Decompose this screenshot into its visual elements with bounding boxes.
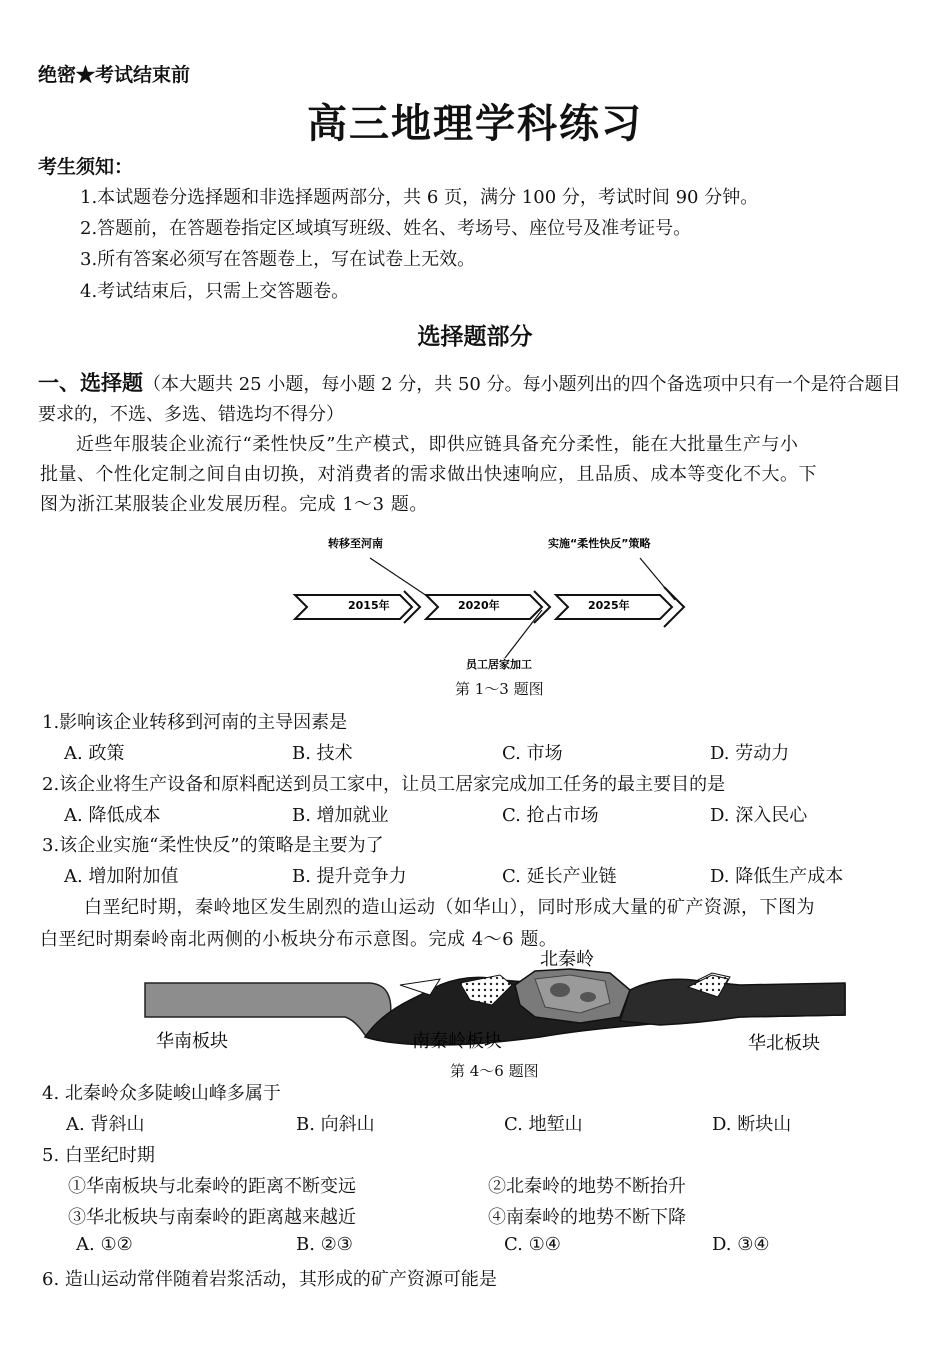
- option: A. 降低成本: [64, 805, 161, 826]
- option: D. ③④: [712, 1234, 770, 1255]
- rock-patch: [580, 992, 596, 1002]
- section-title: 选择题部分: [417, 323, 533, 350]
- pointer-line: [505, 610, 542, 658]
- statement: ④南秦岭的地势不断下降: [488, 1207, 686, 1228]
- notice-item: 1.本试题卷分选择题和非选择题两部分，共 6 页，满分 100 分，考试时间 90 分钟。: [80, 187, 759, 208]
- pointer-line: [640, 558, 675, 600]
- question-stem: 3.该企业实施“柔性快反”的策略是主要为了: [42, 835, 384, 856]
- notice-item: 4.考试结束后，只需上交答题卷。: [80, 281, 350, 302]
- figure2-caption: 第 4～6 题图: [450, 1062, 539, 1080]
- strategy-label: 实施“柔性快反”策略: [548, 537, 651, 550]
- option: C. 抢占市场: [502, 805, 599, 826]
- option: D. 深入民心: [710, 805, 808, 826]
- question-stem: 2.该企业将生产设备和原料配送到员工家中，让员工居家完成加工任务的最主要目的是: [42, 774, 726, 795]
- option: A. 背斜山: [66, 1114, 145, 1135]
- pointer-line: [370, 558, 430, 598]
- option: D. 降低生产成本: [710, 866, 844, 887]
- year-2015-label: 2015年: [348, 599, 390, 612]
- passage1-line: 近些年服装企业流行“柔性快反”生产模式，即供应链具备充分柔性，能在大批量生产与小: [76, 434, 799, 455]
- passage2-line: 白垩纪时期，秦岭地区发生剧烈的造山运动（如华山），同时形成大量的矿产资源，下图为: [84, 897, 815, 918]
- home-work-label: 员工居家加工: [466, 658, 532, 671]
- notice-item: 2.答题前，在答题卷指定区域填写班级、姓名、考场号、座位号及准考证号。: [80, 218, 692, 239]
- option: A. ①②: [76, 1234, 133, 1255]
- notice-heading: 考生须知：: [38, 156, 134, 178]
- passage1-line: 批量、个性化定制之间自由切换，对消费者的需求做出快速响应，且品质、成本等变化不大。下: [40, 464, 817, 485]
- option: D. 断块山: [712, 1114, 792, 1135]
- option: C. ①④: [504, 1234, 561, 1255]
- option: B. 技术: [292, 743, 353, 764]
- option: A. 政策: [64, 743, 125, 764]
- question-stem: 4. 北秦岭众多陡峻山峰多属于: [42, 1083, 281, 1104]
- south-china-label: 华南板块: [156, 1031, 228, 1052]
- statement: ③华北板块与南秦岭的距离越来越近: [68, 1207, 356, 1228]
- north-china-label: 华北板块: [748, 1033, 820, 1054]
- statement: ①华南板块与北秦岭的距离不断变远: [68, 1176, 356, 1197]
- option: B. ②③: [296, 1234, 353, 1255]
- passage2-line: 白垩纪时期秦岭南北两侧的小板块分布示意图。完成 4～6 题。: [40, 929, 558, 950]
- plate-diagram: [140, 945, 850, 1055]
- south-china-plate: [145, 983, 391, 1035]
- option: C. 地堑山: [504, 1114, 583, 1135]
- part1-heading: 一、选择题: [38, 370, 143, 395]
- option: C. 市场: [502, 743, 563, 764]
- figure1-caption: 第 1～3 题图: [455, 680, 544, 698]
- north-china-plate: [620, 979, 845, 1025]
- timeline-figure: [280, 530, 700, 675]
- transfer-label: 转移至河南: [328, 537, 383, 550]
- question-stem: 1.影响该企业转移到河南的主导因素是: [42, 712, 348, 733]
- question-stem: 5. 白垩纪时期: [42, 1145, 155, 1166]
- question-stem: 6. 造山运动常伴随着岩浆活动，其形成的矿产资源可能是: [42, 1269, 497, 1290]
- exam-title: 高三地理学科练习: [307, 100, 643, 147]
- year-2020-label: 2020年: [458, 599, 500, 612]
- north-qinling-label: 北秦岭: [540, 949, 594, 970]
- option: D. 劳动力: [710, 743, 790, 764]
- statement: ②北秦岭的地势不断抬升: [488, 1176, 686, 1197]
- part1-instructions: [38, 368, 918, 430]
- option: B. 向斜山: [296, 1114, 375, 1135]
- option: C. 延长产业链: [502, 866, 617, 887]
- option: A. 增加附加值: [64, 866, 179, 887]
- timeline-arrow-tip: [664, 587, 684, 627]
- option: B. 增加就业: [292, 805, 389, 826]
- rock-patch: [550, 983, 570, 997]
- year-2025-label: 2025年: [588, 599, 630, 612]
- south-qinling-label: 南秦岭板块: [412, 1031, 502, 1052]
- option: B. 提升竞争力: [292, 866, 407, 887]
- part1-rules: （本大题共 25 小题，每小题 2 分，共 50 分。每小题列出的四个备选项中只有一个是符合题目要求的，不选、多选、错选均不得分）: [38, 374, 901, 425]
- confidential-label: 绝密★考试结束前: [38, 64, 191, 86]
- passage1-line: 图为浙江某服装企业发展历程。完成 1～3 题。: [40, 494, 428, 515]
- notice-item: 3.所有答案必须写在答题卷上，写在试卷上无效。: [80, 249, 476, 270]
